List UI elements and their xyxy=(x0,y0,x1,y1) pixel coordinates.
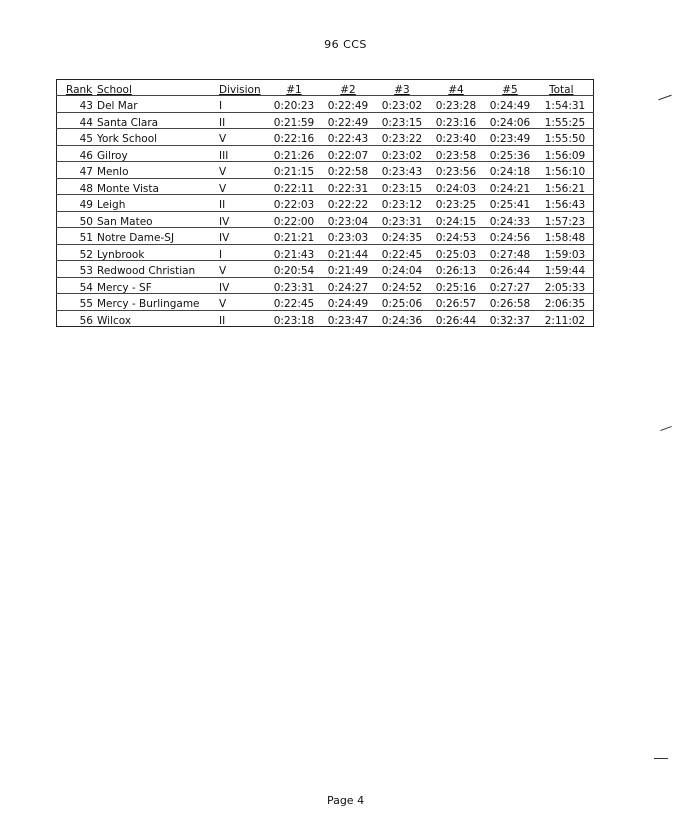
table-body xyxy=(57,96,594,327)
header-race-4: #4 xyxy=(448,83,464,96)
cell-school: Mercy - SF xyxy=(97,277,215,294)
cell-race-1: 0:21:26 xyxy=(267,145,321,162)
cell-race-2: 0:21:44 xyxy=(321,244,375,261)
cell-rank: 56 xyxy=(57,310,98,327)
cell-total: 2:05:33 xyxy=(537,277,594,294)
cell-division: V xyxy=(215,162,267,179)
header-rank: Rank xyxy=(66,83,93,96)
cell-race-3: 0:24:36 xyxy=(375,310,429,327)
cell-rank: 50 xyxy=(57,211,98,228)
cell-race-5: 0:26:44 xyxy=(483,261,537,278)
cell-race-1: 0:22:45 xyxy=(267,294,321,311)
cell-race-5: 0:24:06 xyxy=(483,112,537,129)
cell-race-2: 0:22:22 xyxy=(321,195,375,212)
cell-race-5: 0:24:21 xyxy=(483,178,537,195)
cell-rank: 51 xyxy=(57,228,98,245)
cell-total: 2:06:35 xyxy=(537,294,594,311)
cell-race-4: 0:24:15 xyxy=(429,211,483,228)
cell-total: 1:56:21 xyxy=(537,178,594,195)
cell-race-2: 0:23:03 xyxy=(321,228,375,245)
cell-race-3: 0:23:22 xyxy=(375,129,429,146)
results-table xyxy=(56,79,594,327)
cell-rank: 47 xyxy=(57,162,98,179)
cell-rank: 43 xyxy=(57,96,98,113)
cell-race-2: 0:22:43 xyxy=(321,129,375,146)
table-row xyxy=(57,129,594,146)
cell-school: Gilroy xyxy=(97,145,215,162)
cell-rank: 53 xyxy=(57,261,98,278)
cell-race-2: 0:22:07 xyxy=(321,145,375,162)
cell-division: I xyxy=(215,244,267,261)
cell-race-3: 0:23:02 xyxy=(375,145,429,162)
cell-race-1: 0:23:31 xyxy=(267,277,321,294)
cell-race-1: 0:21:15 xyxy=(267,162,321,179)
table-header xyxy=(57,80,594,96)
cell-division: IV xyxy=(215,228,267,245)
cell-race-2: 0:23:47 xyxy=(321,310,375,327)
cell-race-2: 0:22:49 xyxy=(321,112,375,129)
cell-division: II xyxy=(215,195,267,212)
header-race-2: #2 xyxy=(340,83,356,96)
table-row xyxy=(57,244,594,261)
scan-mark xyxy=(660,426,672,431)
cell-division: II xyxy=(215,310,267,327)
cell-total: 1:58:48 xyxy=(537,228,594,245)
table-row xyxy=(57,178,594,195)
table-row xyxy=(57,195,594,212)
cell-race-3: 0:23:15 xyxy=(375,112,429,129)
table-row xyxy=(57,294,594,311)
cell-race-3: 0:22:45 xyxy=(375,244,429,261)
cell-total: 1:59:03 xyxy=(537,244,594,261)
header-row xyxy=(57,80,594,96)
cell-race-4: 0:23:58 xyxy=(429,145,483,162)
cell-race-5: 0:24:49 xyxy=(483,96,537,113)
table-row xyxy=(57,277,594,294)
cell-total: 1:57:23 xyxy=(537,211,594,228)
cell-race-1: 0:23:18 xyxy=(267,310,321,327)
cell-race-5: 0:25:36 xyxy=(483,145,537,162)
cell-division: V xyxy=(215,129,267,146)
cell-race-5: 0:32:37 xyxy=(483,310,537,327)
cell-race-4: 0:25:16 xyxy=(429,277,483,294)
cell-race-1: 0:22:03 xyxy=(267,195,321,212)
table-row xyxy=(57,145,594,162)
cell-race-3: 0:24:35 xyxy=(375,228,429,245)
cell-race-1: 0:21:59 xyxy=(267,112,321,129)
cell-school: Santa Clara xyxy=(97,112,215,129)
cell-race-2: 0:21:49 xyxy=(321,261,375,278)
cell-race-3: 0:25:06 xyxy=(375,294,429,311)
cell-total: 1:56:09 xyxy=(537,145,594,162)
table-row xyxy=(57,261,594,278)
cell-rank: 55 xyxy=(57,294,98,311)
cell-race-1: 0:20:23 xyxy=(267,96,321,113)
cell-total: 2:11:02 xyxy=(537,310,594,327)
cell-total: 1:59:44 xyxy=(537,261,594,278)
cell-race-2: 0:22:49 xyxy=(321,96,375,113)
cell-race-3: 0:23:43 xyxy=(375,162,429,179)
cell-race-5: 0:24:33 xyxy=(483,211,537,228)
cell-race-4: 0:26:44 xyxy=(429,310,483,327)
cell-school: Mercy - Burlingame xyxy=(97,294,215,311)
cell-rank: 44 xyxy=(57,112,98,129)
cell-race-2: 0:22:31 xyxy=(321,178,375,195)
table-row xyxy=(57,162,594,179)
cell-race-4: 0:26:57 xyxy=(429,294,483,311)
cell-race-3: 0:23:12 xyxy=(375,195,429,212)
cell-school: Lynbrook xyxy=(97,244,215,261)
cell-rank: 52 xyxy=(57,244,98,261)
cell-total: 1:56:43 xyxy=(537,195,594,212)
cell-race-4: 0:23:25 xyxy=(429,195,483,212)
cell-race-1: 0:20:54 xyxy=(267,261,321,278)
cell-race-5: 0:24:18 xyxy=(483,162,537,179)
scan-mark xyxy=(654,758,668,759)
cell-school: Monte Vista xyxy=(97,178,215,195)
cell-rank: 45 xyxy=(57,129,98,146)
cell-division: V xyxy=(215,261,267,278)
cell-division: V xyxy=(215,294,267,311)
cell-race-4: 0:26:13 xyxy=(429,261,483,278)
header-race-3: #3 xyxy=(394,83,410,96)
cell-school: Menlo xyxy=(97,162,215,179)
cell-rank: 49 xyxy=(57,195,98,212)
table-row xyxy=(57,96,594,113)
cell-school: Del Mar xyxy=(97,96,215,113)
table-row xyxy=(57,112,594,129)
cell-race-4: 0:23:40 xyxy=(429,129,483,146)
cell-division: I xyxy=(215,96,267,113)
cell-race-1: 0:21:43 xyxy=(267,244,321,261)
table-row xyxy=(57,228,594,245)
cell-school: Redwood Christian xyxy=(97,261,215,278)
cell-race-5: 0:23:49 xyxy=(483,129,537,146)
cell-race-4: 0:25:03 xyxy=(429,244,483,261)
cell-school: San Mateo xyxy=(97,211,215,228)
cell-total: 1:55:25 xyxy=(537,112,594,129)
page-title: 96 CCS xyxy=(324,38,367,51)
cell-division: II xyxy=(215,112,267,129)
cell-race-4: 0:24:53 xyxy=(429,228,483,245)
header-race-5: #5 xyxy=(502,83,518,96)
cell-race-4: 0:24:03 xyxy=(429,178,483,195)
table-row xyxy=(57,211,594,228)
cell-school: Notre Dame-SJ xyxy=(97,228,215,245)
page-number: Page 4 xyxy=(326,794,365,807)
header-school: School xyxy=(97,83,132,96)
cell-rank: 54 xyxy=(57,277,98,294)
cell-race-2: 0:24:27 xyxy=(321,277,375,294)
cell-division: V xyxy=(215,178,267,195)
cell-race-1: 0:22:00 xyxy=(267,211,321,228)
header-race-1: #1 xyxy=(286,83,302,96)
cell-school: Leigh xyxy=(97,195,215,212)
cell-race-2: 0:23:04 xyxy=(321,211,375,228)
cell-race-2: 0:22:58 xyxy=(321,162,375,179)
cell-race-3: 0:24:52 xyxy=(375,277,429,294)
cell-race-5: 0:27:48 xyxy=(483,244,537,261)
cell-race-3: 0:24:04 xyxy=(375,261,429,278)
cell-race-4: 0:23:56 xyxy=(429,162,483,179)
table-row xyxy=(57,310,594,327)
cell-total: 1:54:31 xyxy=(537,96,594,113)
cell-race-4: 0:23:28 xyxy=(429,96,483,113)
cell-race-5: 0:27:27 xyxy=(483,277,537,294)
cell-race-1: 0:22:11 xyxy=(267,178,321,195)
cell-total: 1:55:50 xyxy=(537,129,594,146)
cell-race-3: 0:23:15 xyxy=(375,178,429,195)
cell-race-1: 0:21:21 xyxy=(267,228,321,245)
cell-race-5: 0:24:56 xyxy=(483,228,537,245)
cell-race-3: 0:23:31 xyxy=(375,211,429,228)
cell-division: IV xyxy=(215,277,267,294)
cell-race-3: 0:23:02 xyxy=(375,96,429,113)
cell-race-5: 0:25:41 xyxy=(483,195,537,212)
cell-division: III xyxy=(215,145,267,162)
cell-race-5: 0:26:58 xyxy=(483,294,537,311)
cell-school: Wilcox xyxy=(97,310,215,327)
cell-race-2: 0:24:49 xyxy=(321,294,375,311)
cell-race-1: 0:22:16 xyxy=(267,129,321,146)
cell-school: York School xyxy=(97,129,215,146)
cell-race-4: 0:23:16 xyxy=(429,112,483,129)
header-total: Total xyxy=(549,83,574,96)
cell-total: 1:56:10 xyxy=(537,162,594,179)
header-division: Division xyxy=(219,83,261,96)
cell-rank: 46 xyxy=(57,145,98,162)
cell-division: IV xyxy=(215,211,267,228)
scan-mark xyxy=(658,95,671,101)
cell-rank: 48 xyxy=(57,178,98,195)
